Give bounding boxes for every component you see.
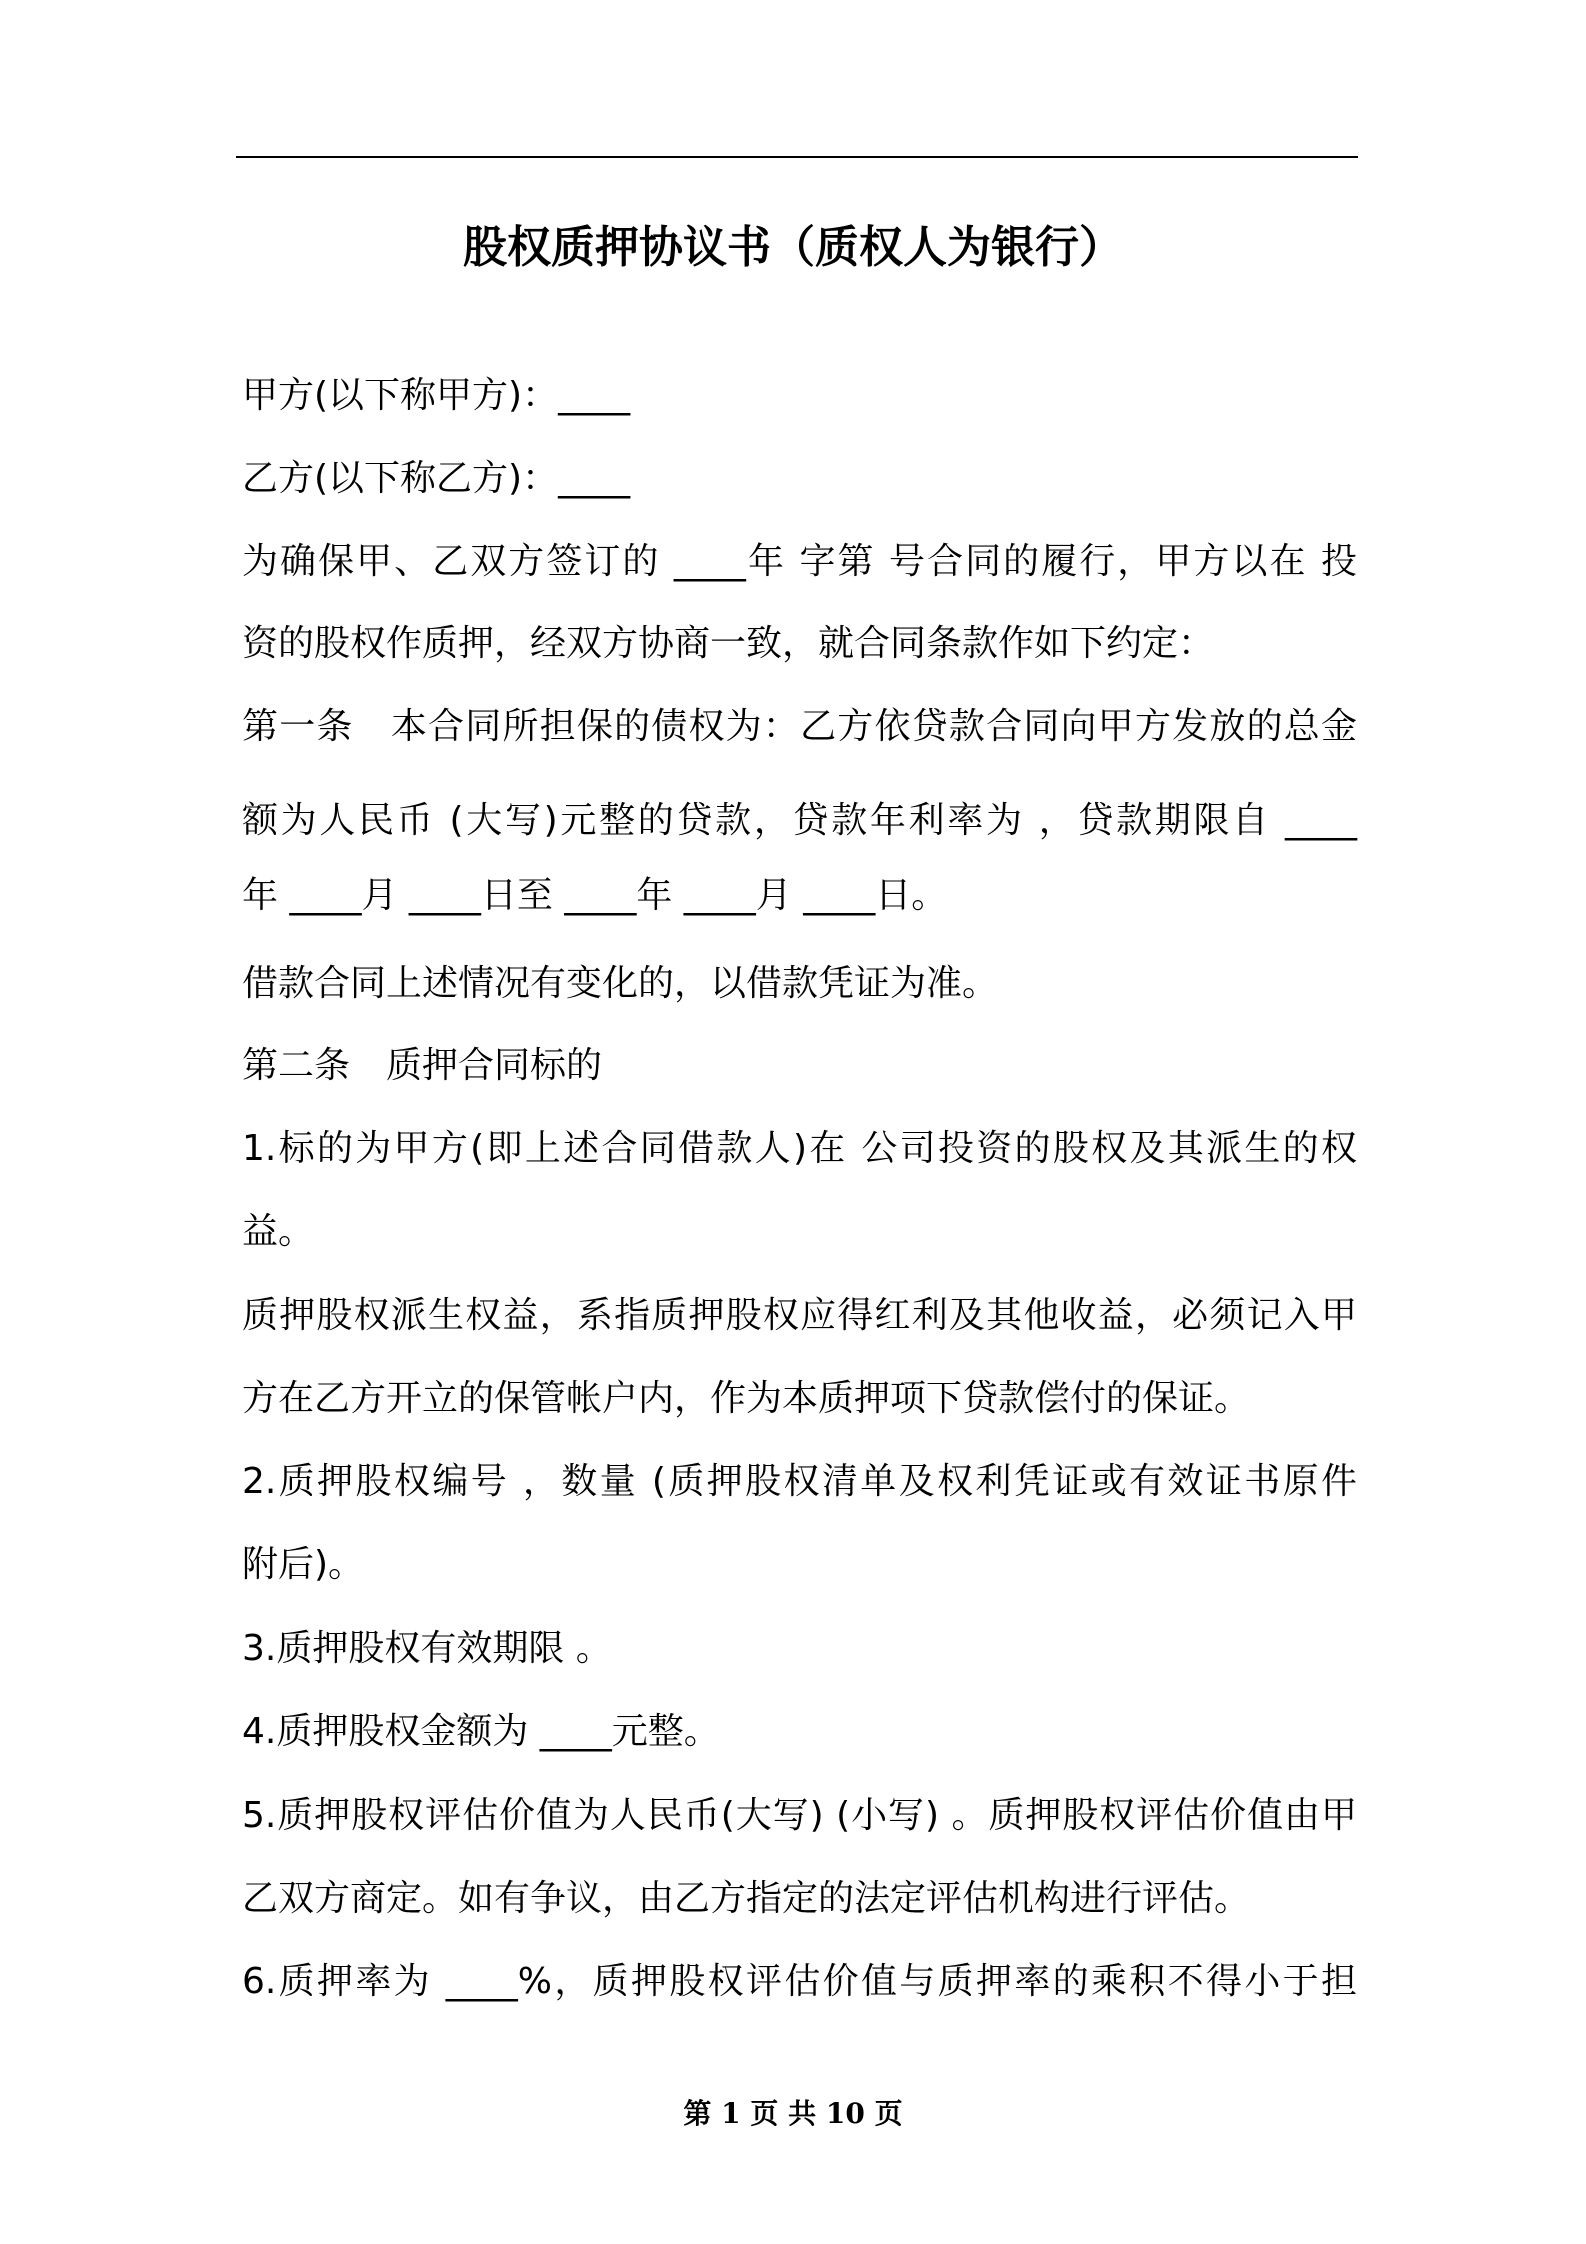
article-one-line: 第一条 本合同所担保的债权为：乙方依贷款合同向甲方发放的总金 (242, 706, 1357, 747)
header-rule (236, 156, 1358, 158)
paragraph-line: 益。 (242, 1211, 315, 1252)
paragraph-line: 借款合同上述情况有变化的，以借款凭证为准。 (242, 963, 999, 1004)
paragraph-line: 为确保甲、乙双方签订的 ____年 字第 号合同的履行，甲方以在 投 (242, 541, 1357, 582)
paragraph-line: 年 ____月 ____日至 ____年 ____月 ____日。 (242, 875, 948, 916)
paragraph-line: 资的股权作质押，经双方协商一致，就合同条款作如下约定： (242, 623, 1215, 664)
clause-item-1: 1.标的为甲方(即上述合同借款人)在 公司投资的股权及其派生的权 (242, 1128, 1357, 1169)
party-a-line: 甲方(以下称甲方)：____ (242, 375, 631, 416)
clause-item-3: 3.质押股权有效期限 。 (242, 1628, 612, 1669)
document-title: 股权质押协议书（质权人为银行） (463, 222, 1123, 273)
clause-item-4: 4.质押股权金额为 ____元整。 (242, 1711, 720, 1752)
paragraph-line: 额为人民币 (大写)元整的贷款，贷款年利率为 ，贷款期限自 ____ (242, 800, 1357, 841)
page-number: 第 1 页 共 10 页 (683, 2097, 903, 2130)
paragraph-line: 附后)。 (242, 1544, 365, 1585)
article-two-heading: 第二条 质押合同标的 (242, 1045, 603, 1086)
clause-item-2: 2.质押股权编号 ，数量 (质押股权清单及权利凭证或有效证书原件 (242, 1461, 1357, 1502)
clause-item-5: 5.质押股权评估价值为人民币(大写) (小写) 。质押股权评估价值由甲 (242, 1795, 1357, 1836)
clause-item-6: 6.质押率为 ____%，质押股权评估价值与质押率的乘积不得小于担 (242, 1961, 1357, 2002)
party-b-line: 乙方(以下称乙方)：____ (242, 458, 631, 499)
paragraph-line: 乙双方商定。如有争议，由乙方指定的法定评估机构进行评估。 (242, 1878, 1251, 1919)
paragraph-line: 质押股权派生权益，系指质押股权应得红利及其他收益，必须记入甲 (242, 1295, 1357, 1336)
paragraph-line: 方在乙方开立的保管帐户内，作为本质押项下贷款偿付的保证。 (242, 1378, 1251, 1419)
